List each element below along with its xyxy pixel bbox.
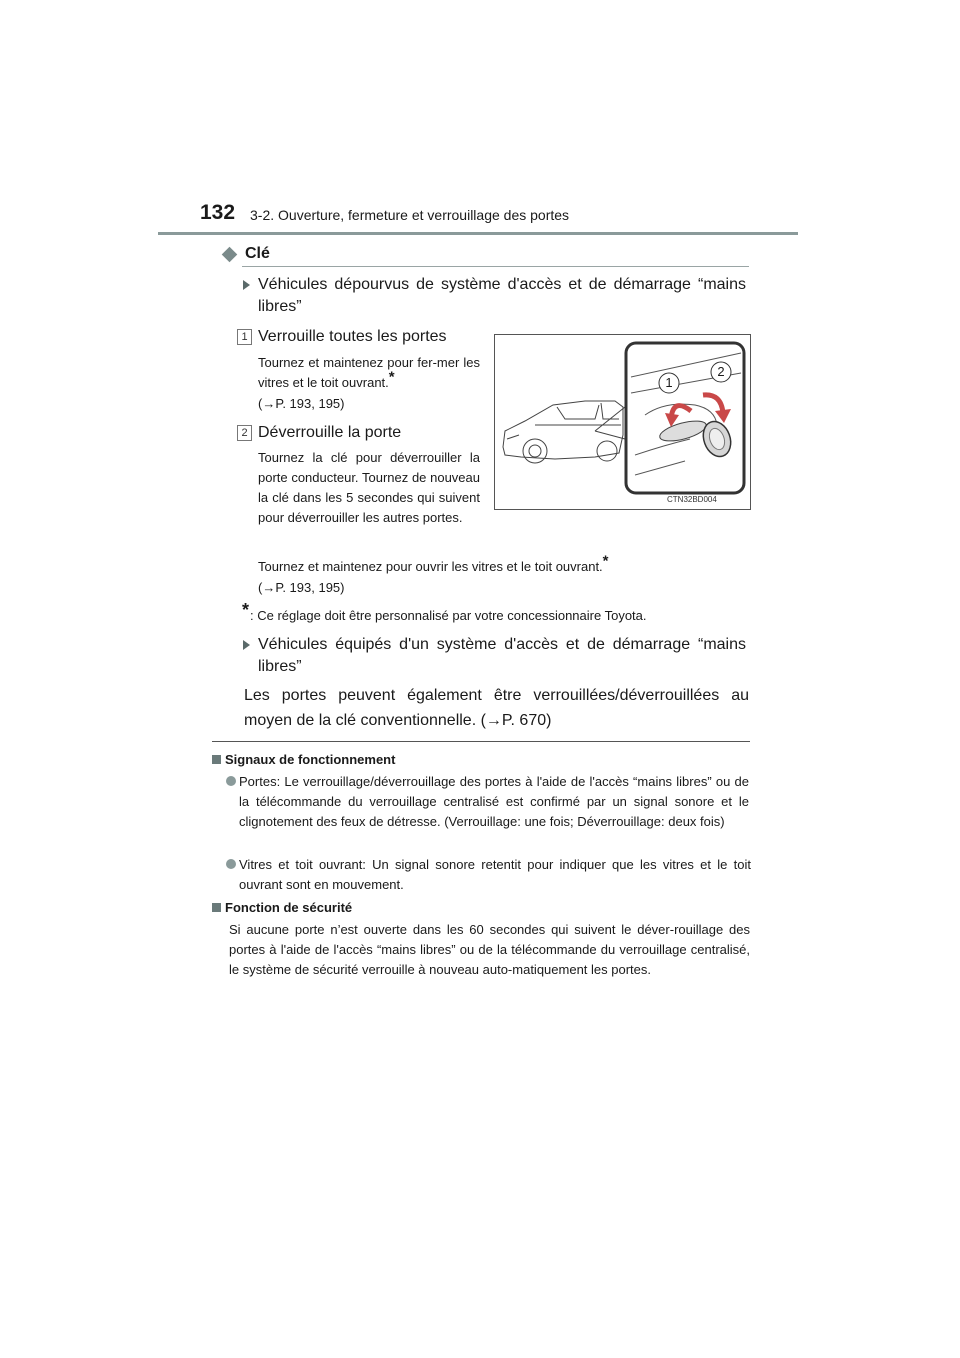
diamond-icon bbox=[222, 246, 238, 262]
section-title: 3-2. Ouverture, fermeture et verrouillage des portes bbox=[250, 207, 570, 223]
step-1-label: Verrouille toutes les portes bbox=[258, 328, 447, 345]
square-bullet-icon bbox=[212, 903, 221, 912]
step-2-star: * bbox=[602, 552, 609, 570]
signals-title-text: Signaux de fonctionnement bbox=[225, 752, 396, 767]
signals-title bbox=[212, 752, 395, 767]
condition-1-text: Véhicules dépourvus de système d'accès et de démarrage “mains libres” bbox=[258, 276, 746, 315]
sub-heading-rule bbox=[242, 266, 749, 267]
signals-item-doors bbox=[239, 772, 749, 832]
step-2-body-2-text: Tournez et maintenez pour ouvrir les vitres et le toit ouvrant. bbox=[258, 559, 603, 574]
triangle-bullet-icon bbox=[243, 280, 250, 290]
step-1-body-text: Tournez et maintenez pour fer-mer les vitres et le toit ouvrant. bbox=[258, 355, 480, 390]
condition-without-smart-key bbox=[258, 274, 746, 318]
condition-with-smart-key bbox=[258, 634, 746, 678]
step-1-body bbox=[258, 353, 480, 393]
signals-item-windows bbox=[239, 855, 751, 895]
signals-item-doors-text: Portes: Le verrouillage/déverrouillage des portes à l'aide de l'accès “mains libres” ou de la télécommande du verrouillage centralisé est confirmé par un signal sonore et le clignotement des feux de détresse. (Verrouillage: une fois; Déverrouillage: deux fois) bbox=[239, 774, 749, 829]
step-2-label: Déverrouille la porte bbox=[258, 424, 402, 441]
security-body: Si aucune porte n’est ouverte dans les 60 secondes qui suivent le déver-rouillage des portes à l'aide de l'accès “mains libres” ou de la télécommande du verrouillage centralisé, le système de sécurité verrouille à nouveau auto-matiquement les portes. bbox=[229, 922, 750, 977]
step-1-star: * bbox=[388, 368, 395, 386]
security-title bbox=[212, 900, 352, 915]
security-title-text: Fonction de sécurité bbox=[225, 900, 353, 915]
step-1-page-ref: (→P. 193, 195) bbox=[258, 396, 345, 411]
key-heading bbox=[221, 245, 270, 263]
signals-item-windows-text: Vitres et toit ouvrant: Un signal sonore retentit pour indiquer que les vitres et le toit ouvrant sont en mouvement. bbox=[239, 857, 751, 892]
footnote bbox=[242, 600, 647, 625]
circle-bullet-icon bbox=[226, 776, 236, 786]
condition-2-text: Véhicules équipés d'un système d'accès et de démarrage “mains libres” bbox=[258, 636, 746, 675]
illustration-callout-1: 1 bbox=[665, 375, 673, 390]
notes-divider bbox=[212, 741, 750, 742]
car-door-key-drawing bbox=[495, 335, 750, 509]
illustration-code: CTN32BD004 bbox=[667, 495, 717, 504]
key-heading-text: Clé bbox=[245, 245, 270, 262]
step-1-badge: 1 bbox=[237, 329, 252, 345]
triangle-bullet-icon bbox=[243, 640, 250, 650]
step-2-badge: 2 bbox=[237, 425, 252, 441]
circle-bullet-icon bbox=[226, 859, 236, 869]
illustration-callout-2: 2 bbox=[717, 364, 725, 379]
footnote-star: * bbox=[242, 600, 250, 620]
key-operation-illustration bbox=[494, 334, 751, 510]
mechanical-key-paragraph: Les portes peuvent également être verrouillées/déverrouillées au moyen de la clé conventionnelle. (→P. 670) bbox=[244, 687, 749, 729]
step-2-body-2 bbox=[258, 552, 728, 577]
footnote-text: : Ce réglage doit être personnalisé par votre concessionnaire Toyota. bbox=[250, 608, 647, 623]
page-number: 132 bbox=[200, 201, 236, 224]
step-2-page-ref: (→P. 193, 195) bbox=[258, 580, 345, 595]
step-2-body: Tournez la clé pour déverrouiller la porte conducteur. Tournez de nouveau la clé dans les 5 secondes qui suivent pour déverrouiller les autres portes. bbox=[258, 450, 480, 525]
square-bullet-icon bbox=[212, 755, 221, 764]
header-rule bbox=[158, 232, 798, 235]
